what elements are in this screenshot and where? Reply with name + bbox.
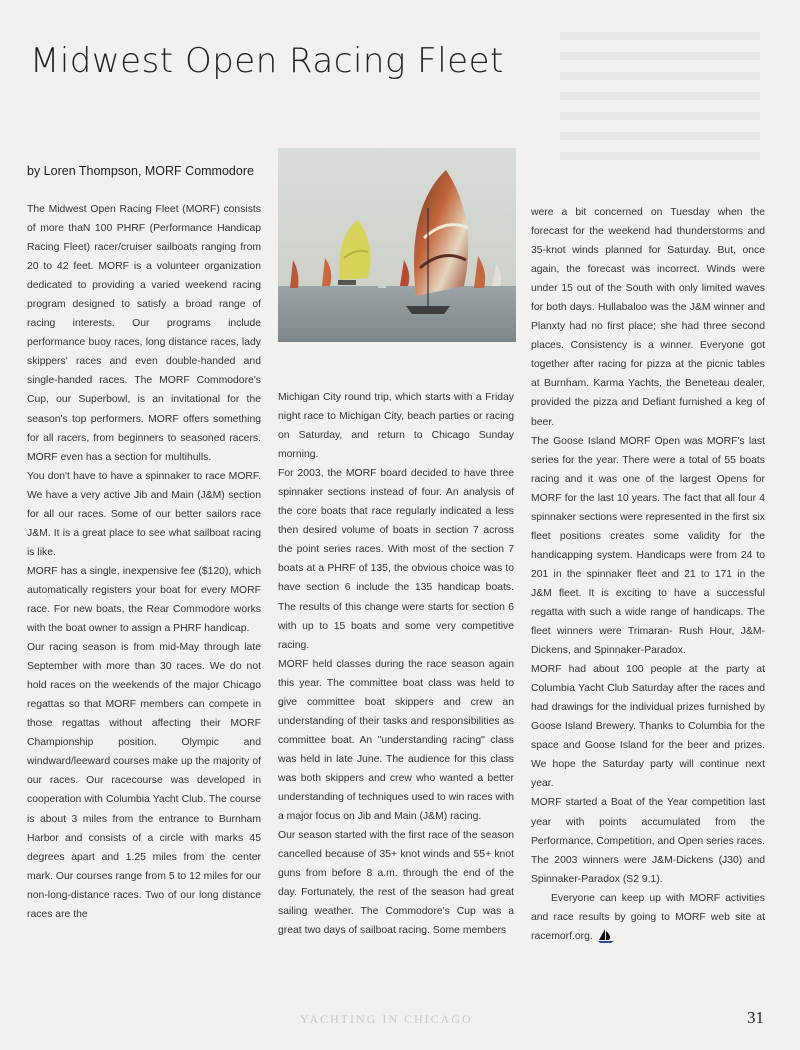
text-column-1 (27, 200, 261, 924)
paragraph: Our racing season is from mid-May through late September with more than 30 races. We do not hold races on the weekends of the major Chicago regattas so that MORF members can compete in those regattas without affecting their MORF Championship position. Olympic and windward/leeward courses make up the majority of our races. Our racecourse was developed in cooperation with Columbia Yacht Club. The course is about 3 miles from the entrance to Burnham Harbor and consists of a circle with marks 45 degrees apart and 1.25 miles from the center mark. Our courses range from 5 to 12 miles for our non-long-distance races. Two of our long distance races are the (27, 642, 261, 920)
paragraph: MORF held classes during the race season again this year. The committee boat class was held to give committee boat skippers and crew an understanding of their tasks and responsibilities as committee boat. An "understanding racing" class was held in late June. The audience for this class was both skippers and crew who wanted a better understanding of techniques used to win races with a major focus on Jib and Main (J&M) racing. (278, 658, 514, 823)
paragraph: were a bit concerned on Tuesday when the forecast for the weekend had thunderstorms and 35-knot winds planned for Saturday. But, once again, the forecast was incorrect. Winds were under 15 out of the South with only limited waves for both days. Hullabaloo was the J&M winner and Planxty had no first place; she had three second places. Consistency is a winner. Everyone got together after racing for pizza at the picnic tables at Burnham. Karma Yachts, the Beneteau dealer, provided the pizza and Defiant furnished a keg of beer. (531, 207, 765, 428)
page-number: 31 (747, 1008, 764, 1027)
footer-magazine-name: YACHTING IN CHICAGO (300, 1012, 473, 1026)
paragraph-last (531, 889, 765, 946)
paragraph: The Midwest Open Racing Fleet (MORF) consists of more thaN 100 PHRF (Performance Handicap Racing Fleet) racer/cruiser sailboats ranging from 20 to 42 feet. MORF is a volunteer organization dedicated to providing a varied weekend racing program designed to satisfy a broad range of racing interests. Our programs include performance buoy races, long distance races, lady skippers' races and even double-handed and single-handed races. The MORF Commodore's Cup, our Superbowl, is an invitational for the season's top performers. MORF offers something for all racers, from beginners to seasoned racers. MORF even has a section for multihulls. (27, 204, 261, 463)
paragraph: MORF had about 100 people at the party at Columbia Yacht Club Saturday after the races and had drawings for the individual prizes furnished by Goose Island Brewery. Thanks to Columbia for the space and Goose Island for the beer and prizes. We hope the Saturday party will continue next year. (531, 664, 765, 790)
paragraph: The Goose Island MORF Open was MORF's last series for the year. There were a total of 55 boats racing and it was one of the largest Opens for MORF for the last 10 years. The fact that all four 4 spinnaker sections were represented in the first six fleet positions creates some validity for the handicapping system. Handicaps were from 24 to 201 in the spinnaker fleet and 21 to 171 in the J&M fleet. It is exciting to have a successful regatta with such a wide range of handicaps. The fleet winners were Trimaran- Rush Hour, J&M-Dickens, and Spinnaker-Paradox. (531, 435, 765, 657)
faded-background-text (560, 30, 760, 160)
page-title: Midwest Open Racing Fleet (30, 40, 504, 81)
paragraph: Michigan City round trip, which starts with a Friday night race to Michigan City, beach parties or racing on Saturday, and return to Chicago Sunday morning. (278, 392, 514, 461)
sailboat-photo (278, 148, 516, 342)
text-column-3 (531, 203, 765, 946)
paragraph: MORF has a single, inexpensive fee ($120), which automatically registers your boat for every MORF race. For new boats, the Rear Commodore works with the boat owner to assign a PHRF handicap. (27, 565, 261, 635)
paragraph: MORF started a Boat of the Year competition last year with points accumulated from the Performance, Competition, and Open series races. The 2003 winners were J&M-Dickens (J30) and Spinnaker-Paradox (S2 9.1). (531, 797, 765, 885)
text-column-2 (278, 388, 514, 940)
byline: by Loren Thompson, MORF Commodore (27, 164, 254, 178)
paragraph-text: Everyone can keep up with MORF activities and race results by going to MORF web site at racemorf.org. (531, 892, 765, 942)
paragraph: For 2003, the MORF board decided to have three spinnaker sections instead of four. An analysis of the core boats that race regularly indicated a less then desired volume of boats in section 7 across the point series races. With most of the section 7 boats at a PHRF of 135, the obvious choice was to have section 6 include the 135 handicap boats. The results of this change were starts for section 6 with up to 15 boats and some very competitive racing. (278, 468, 514, 651)
paragraph: You don't have to have a spinnaker to race MORF. We have a very active Jib and Main (J&M) section for all our races. Some of our better sailors race J&M. It is a great place to see what sailboat racing is like. (27, 470, 261, 558)
paragraph: Our season started with the first race of the season cancelled because of 35+ knot winds and 55+ knot guns from before 8 a.m. through the end of the day. Fortunately, the rest of the season had great sailing weather. The Commodore's Cup was a great two days of sailboat racing. Some members (278, 830, 514, 937)
sailboat-end-icon (597, 928, 615, 944)
